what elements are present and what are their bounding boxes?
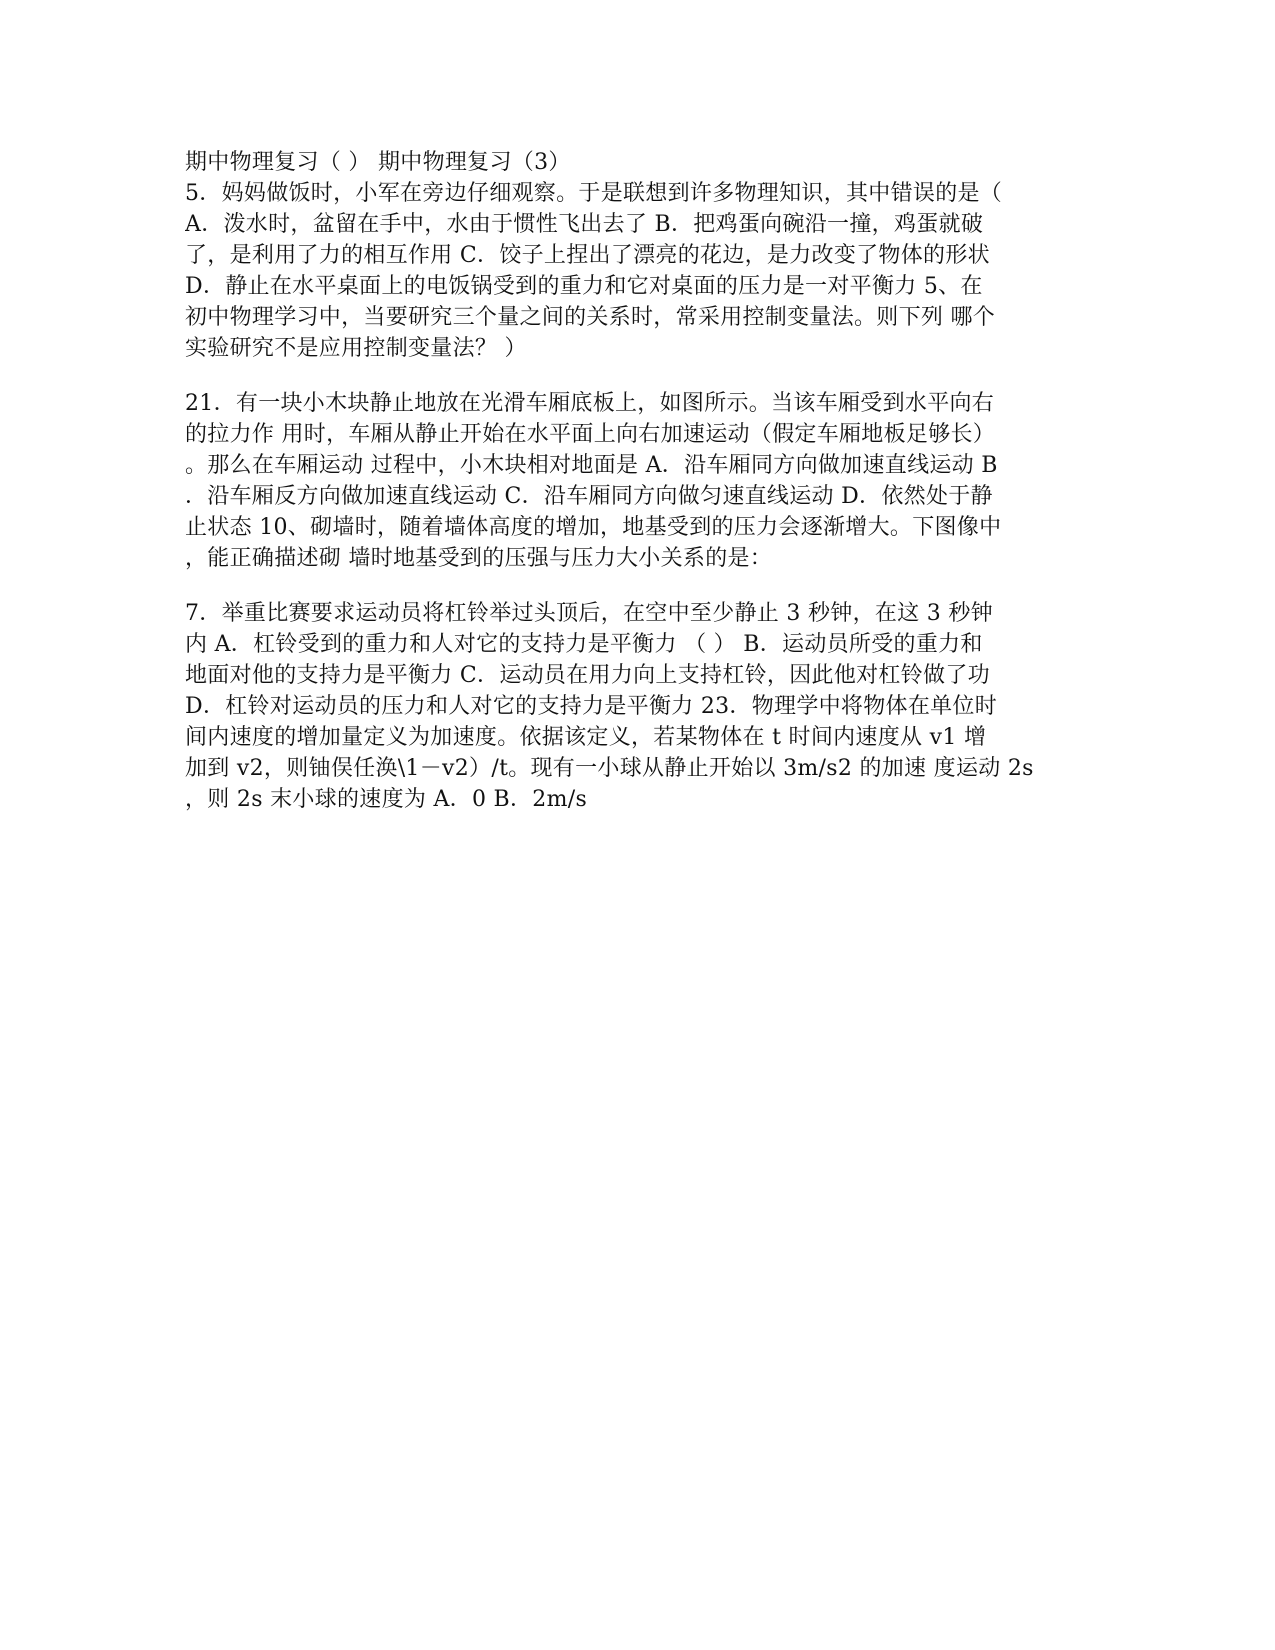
document-body bbox=[185, 147, 1115, 839]
paragraph-1 bbox=[185, 147, 1115, 364]
paragraph-3 bbox=[185, 598, 1115, 815]
text-line: 的拉力作 用时，车厢从静止开始在水平面上向右加速运动（假定车厢地板足够长） bbox=[185, 422, 996, 447]
text-line: 了，是利用了力的相互作用 C．饺子上捏出了漂亮的花边，是力改变了物体的形状 bbox=[185, 243, 990, 268]
text-line: D．静止在水平桌面上的电饭锅受到的重力和它对桌面的压力是一对平衡力 5、在 bbox=[185, 274, 983, 299]
text-line: ，则 2s 末小球的速度为 A．0 B．2m/s bbox=[185, 787, 588, 812]
text-line: 7．举重比赛要求运动员将杠铃举过头顶后，在空中至少静止 3 秒钟，在这 3 秒钟 bbox=[185, 601, 993, 626]
text-line: 地面对他的支持力是平衡力 C．运动员在用力向上支持杠铃，因此他对杠铃做了功 bbox=[185, 663, 990, 688]
text-line: 期中物理复习（ ） 期中物理复习（3） bbox=[185, 150, 571, 175]
text-line: 实验研究不是应用控制变量法？ ） bbox=[185, 336, 527, 361]
text-line: ．沿车厢反方向做加速直线运动 C．沿车厢同方向做匀速直线运动 D．依然处于静 bbox=[185, 484, 993, 509]
text-line: 内 A．杠铃受到的重力和人对它的支持力是平衡力 （ ） B．运动员所受的重力和 bbox=[185, 632, 983, 657]
text-line: 21．有一块小木块静止地放在光滑车厢底板上，如图所示。当该车厢受到水平向右 bbox=[185, 391, 995, 416]
text-line: 初中物理学习中，当要研究三个量之间的关系时，常采用控制变量法。则下列 哪个 bbox=[185, 305, 996, 330]
text-line: 止状态 10、砌墙时，随着墙体高度的增加，地基受到的压力会逐渐增大。下图像中 bbox=[185, 515, 1002, 540]
text-line: D．杠铃对运动员的压力和人对它的支持力是平衡力 23．物理学中将物体在单位时 bbox=[185, 694, 998, 719]
text-line: 间内速度的增加量定义为加速度。依据该定义，若某物体在 t 时间内速度从 v1 增 bbox=[185, 725, 987, 750]
paragraph-2 bbox=[185, 388, 1115, 574]
text-line: 5．妈妈做饭时，小军在旁边仔细观察。于是联想到许多物理知识，其中错误的是（ bbox=[185, 181, 1003, 206]
text-line: ，能正确描述砌 墙时地基受到的压强与压力大小关系的是： bbox=[185, 546, 773, 571]
text-line: 加到 v2，则铀俣任涣\1－v2）/t。现有一小球从静止开始以 3m/s2 的加速 度运动 2s bbox=[185, 756, 1034, 781]
text-line: 。那么在车厢运动 过程中，小木块相对地面是 A．沿车厢同方向做加速直线运动 B bbox=[185, 453, 998, 478]
text-line: A．泼水时，盆留在手中，水由于惯性飞出去了 B．把鸡蛋向碗沿一撞，鸡蛋就破 bbox=[185, 212, 984, 237]
